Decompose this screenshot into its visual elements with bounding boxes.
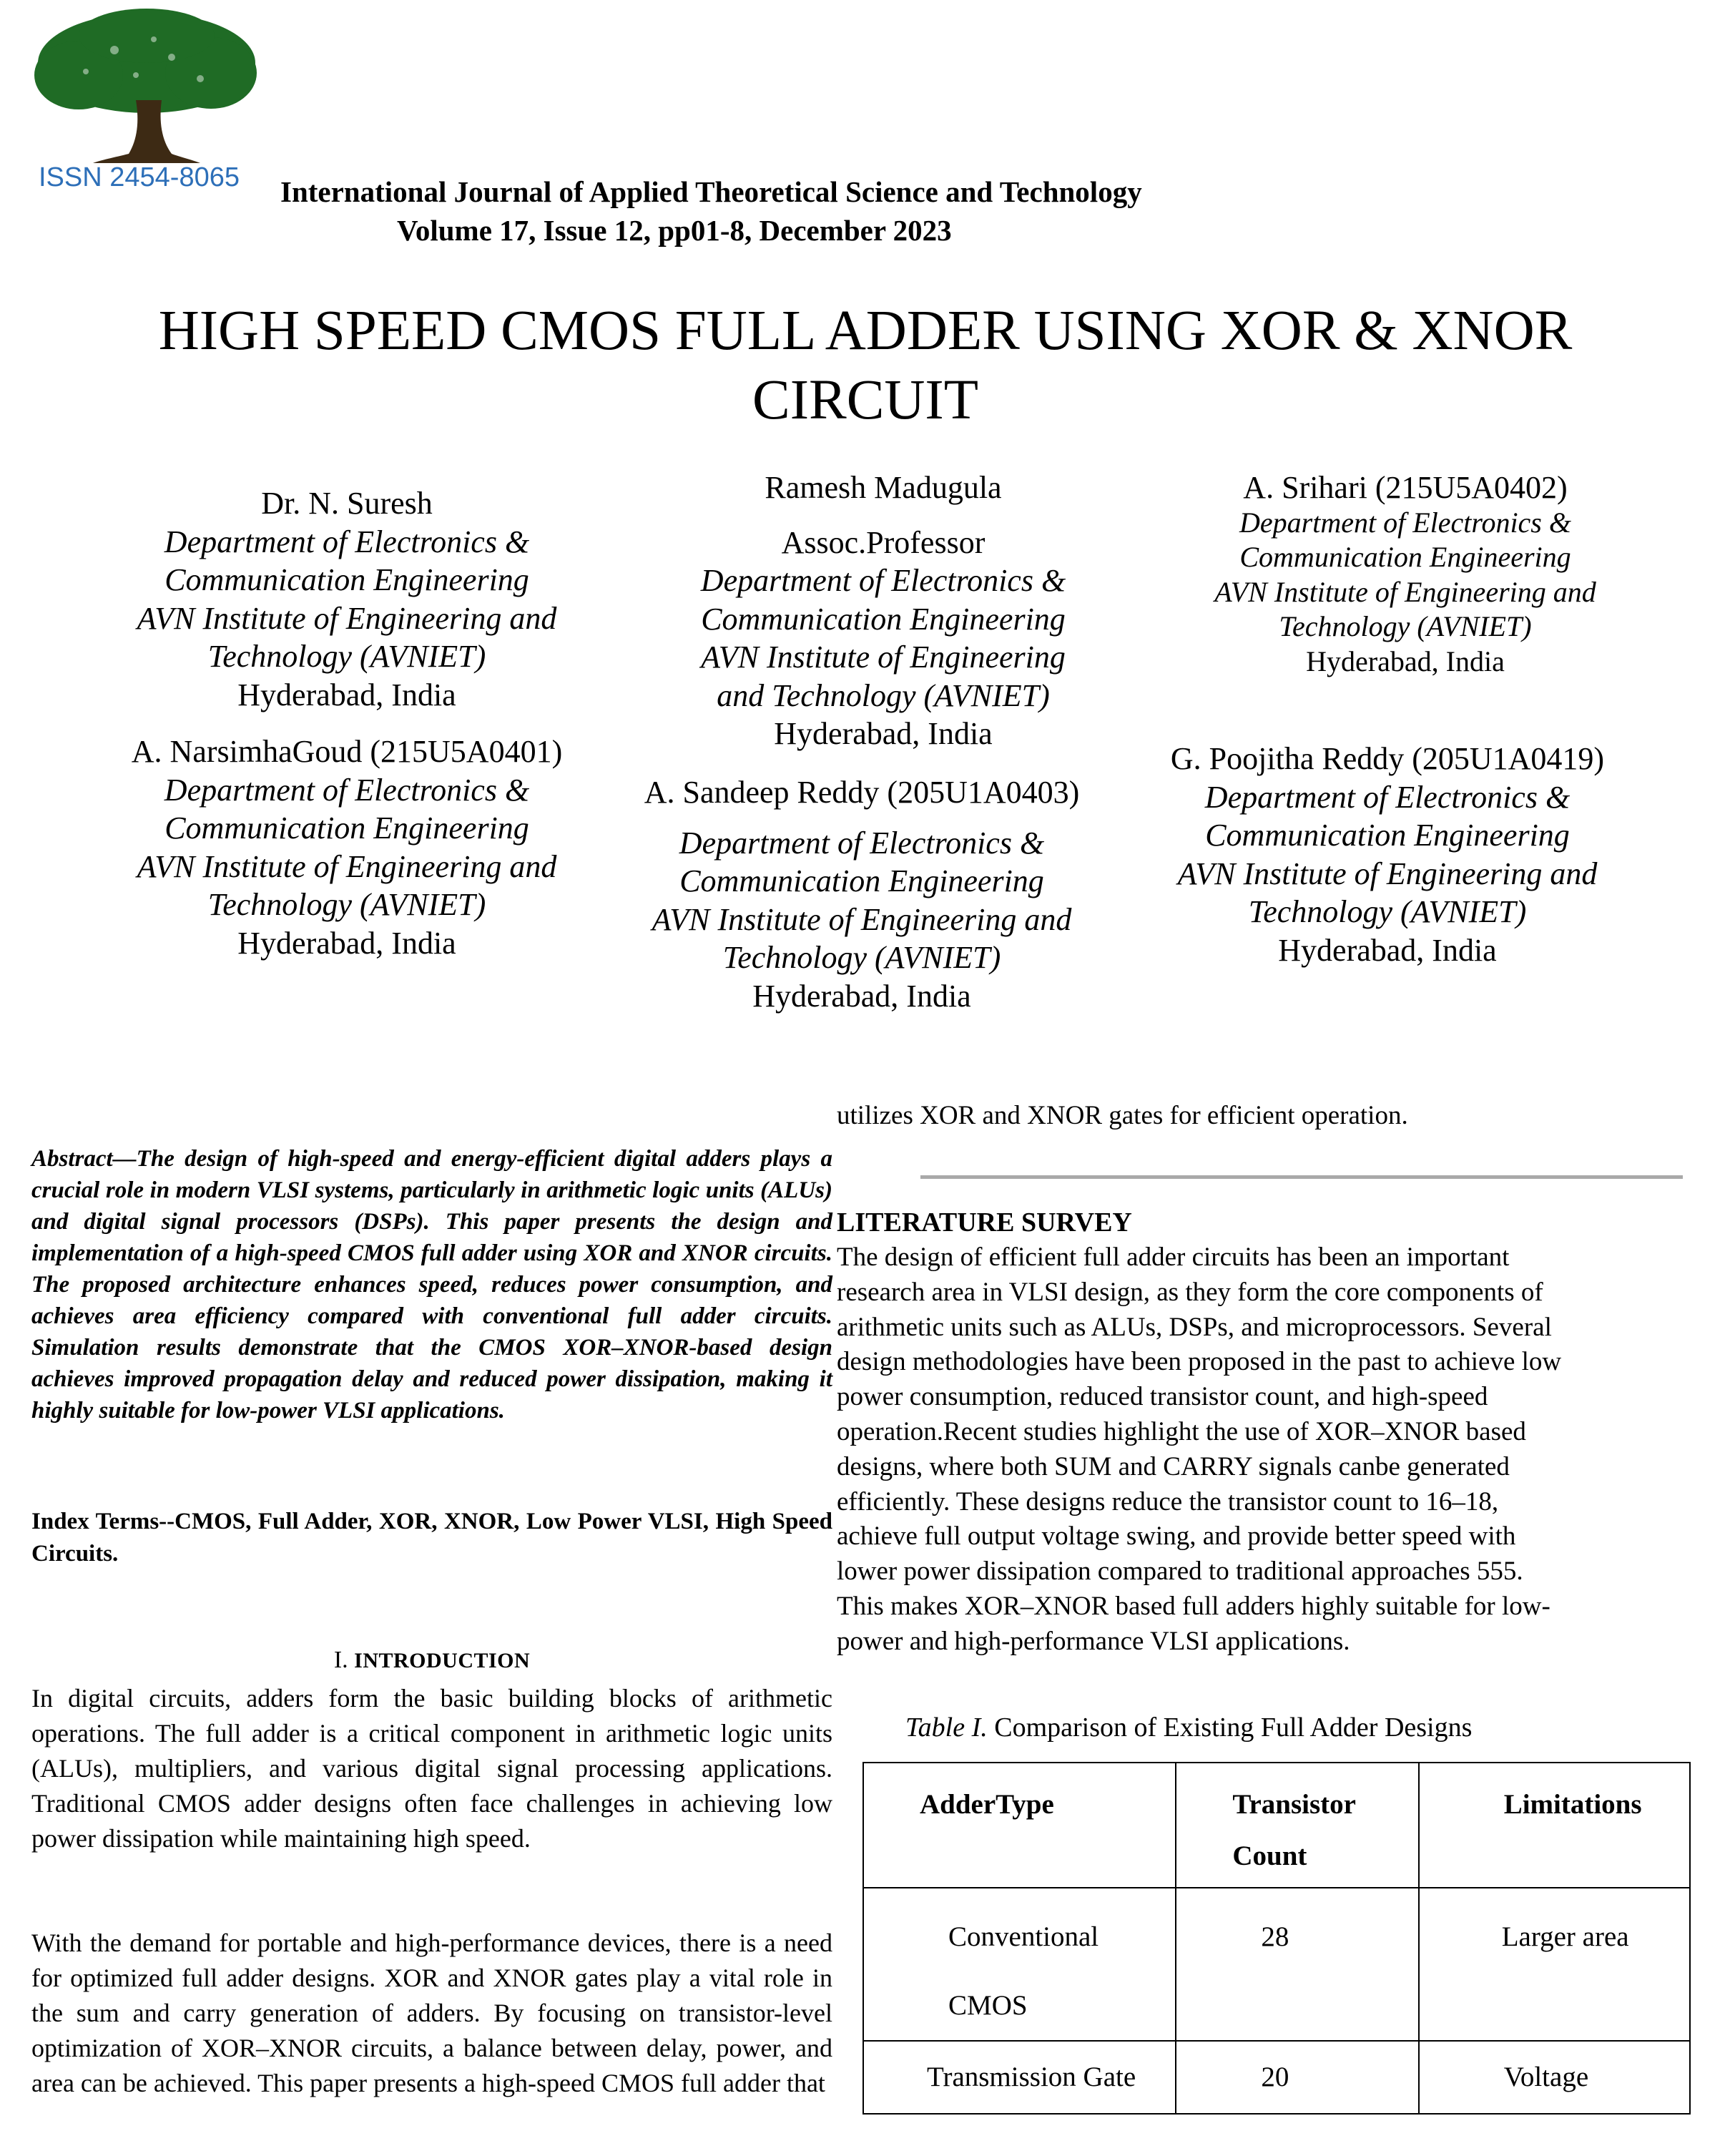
author-location: Hyderabad, India [1306, 645, 1505, 677]
literature-line: operation.Recent studies highlight the use of XOR–XNOR based [837, 1416, 1526, 1446]
tree-logo-icon [29, 7, 265, 190]
table-row [863, 2041, 1690, 2114]
table-header-cell: Limitations [1419, 1763, 1690, 1888]
journal-name: International Journal of Applied Theoretical Science and Technology [280, 175, 1142, 208]
issn-label: ISSN 2454-8065 [39, 162, 240, 190]
author-department: Communication Engineering [1205, 818, 1570, 853]
author-name: G. Poojitha Reddy (205U1A0419) [1170, 741, 1605, 776]
author-department: Department of Electronics & [164, 772, 530, 808]
index-terms: Index Terms--CMOS, Full Adder, XOR, XNOR, Low Power VLSI, High Speed Circuits. [31, 1509, 832, 1567]
literature-line: lower power dissipation compared to traditional approaches 555. [837, 1557, 1523, 1587]
intro-paragraph: In digital circuits, adders form the basic building blocks of arithmetic operations. The full adder is a critical component in arithmetic logic units (ALUs), multipliers, and various digital signal processing applications. Traditional CMOS adder designs often face challenges in achieving low power dissipation while maintaining high speed. [31, 1684, 832, 1853]
table-caption-text: Comparison of Existing Full Adder Designs [987, 1712, 1473, 1743]
author-department: Communication Engineering [679, 863, 1044, 898]
literature-line: design methodologies have been proposed in the past to achieve low [837, 1347, 1562, 1377]
comparison-table [862, 1762, 1691, 2115]
author-department: Department of Electronics & [1239, 506, 1571, 539]
author-institute: Technology (AVNIET) [207, 887, 486, 922]
section-heading-literature-survey: LITERATURE SURVEY [837, 1207, 1132, 1238]
author-block [1123, 471, 1688, 679]
table-cell: 20 [1176, 2041, 1418, 2114]
author-department: Communication Engineering [164, 562, 529, 597]
section-title: INTRODUCTION [354, 1649, 531, 1672]
table-cell: Larger area [1419, 1888, 1690, 2041]
author-name: Dr. N. Suresh [261, 486, 433, 521]
literature-line: This makes XOR–XNOR based full adders highly suitable for low- [837, 1591, 1550, 1621]
table-header-row [863, 1763, 1690, 1888]
literature-line: power and high-performance VLSI applications. [837, 1626, 1350, 1656]
author-department: Department of Electronics & [164, 524, 530, 559]
section-divider [920, 1175, 1683, 1179]
journal-logo [29, 7, 265, 190]
journal-volume: Volume 17, Issue 12, pp01-8, December 2023 [397, 214, 952, 247]
table-cell: Voltage [1419, 2041, 1690, 2114]
author-location: Hyderabad, India [1278, 932, 1497, 968]
author-institute: AVN Institute of Engineering and [1177, 856, 1598, 891]
author-institute: and Technology (AVNIET) [717, 677, 1050, 713]
table-header-cell: AdderType [863, 1763, 1176, 1888]
section-heading-introduction [31, 1647, 832, 1674]
literature-line: The design of efficient full adder circuits has been an important [837, 1243, 1510, 1272]
author-institute: Technology (AVNIET) [722, 940, 1001, 975]
intro-paragraph: With the demand for portable and high-performance devices, there is a need for optimized full adder designs. XOR and XNOR gates play a vital role in the sum and carry generation of adders. By focusing on transistor-level optimization of XOR–XNOR circuits, a balance between delay, power, and area can be achieved. This paper presents a high-speed CMOS full adder that [31, 1929, 832, 2097]
author-institute: AVN Institute of Engineering and [1214, 575, 1596, 608]
abstract: Abstract—The design of high-speed and energy-efficient digital adders plays a crucial role in modern VLSI systems, particularly in arithmetic logic units (ALUs) and digital signal processors (DSPs). This paper presents the design and implementation of a high-speed CMOS full adder using XOR and XNOR circuits. The proposed architecture enhances speed, reduces power consumption, and achieves area efficiency compared with conventional full adder circuits. Simulation results demonstrate that the CMOS XOR–XNOR-based design achieves improved propagation delay and reduced power dissipation, making it highly suitable for low-power VLSI applications. [31, 1146, 832, 1424]
author-institute: AVN Institute of Engineering and [137, 848, 557, 884]
author-institute: Technology (AVNIET) [207, 639, 486, 674]
table-cell: Conventional CMOS [863, 1888, 1176, 2041]
author-institute: AVN Institute of Engineering and [652, 901, 1072, 937]
table-row [863, 1888, 1690, 2041]
literature-survey-text [837, 1240, 1716, 1660]
table-cell: 28 [1176, 1888, 1418, 2041]
author-institute: AVN Institute of Engineering [701, 640, 1066, 675]
author-name: A. Srihari (215U5A0402) [1243, 470, 1568, 505]
author-location: Hyderabad, India [752, 978, 971, 1014]
author-location: Hyderabad, India [237, 925, 456, 961]
author-location: Hyderabad, India [237, 677, 456, 712]
table-caption-label: Table I. [905, 1712, 988, 1743]
table-cell: Transmission Gate [863, 2041, 1176, 2114]
author-institute: Technology (AVNIET) [1248, 894, 1527, 929]
author-block [1105, 740, 1670, 969]
author-block [608, 469, 1159, 753]
author-department: Department of Electronics & [700, 563, 1066, 598]
author-department: Department of Electronics & [679, 825, 1045, 861]
author-name: A. Sandeep Reddy (205U1A0403) [644, 775, 1080, 810]
author-department: Department of Electronics & [1204, 779, 1571, 815]
table-caption [905, 1712, 1472, 1743]
literature-line: achieve full output voltage swing, and provide better speed with [837, 1522, 1516, 1552]
literature-line: designs, where both SUM and CARRY signals canbe generated [837, 1451, 1510, 1481]
intro-continuation: utilizes XOR and XNOR gates for efficient operation. [837, 1101, 1408, 1130]
table-header-cell: Transistor Count [1176, 1763, 1418, 1888]
author-name: Ramesh Madugula [765, 470, 1002, 505]
literature-line: power consumption, reduced transistor count, and high-speed [837, 1382, 1488, 1412]
author-block [72, 732, 622, 962]
author-department: Communication Engineering [1239, 541, 1571, 573]
paper-title: HIGH SPEED CMOS FULL ADDER USING XOR & XNOR CIRCUIT [158, 300, 1573, 431]
literature-line: efficiently. These designs reduce the transistor count to 16–18, [837, 1486, 1499, 1516]
author-role: Assoc.Professor [781, 524, 986, 560]
literature-line: arithmetic units such as ALUs, DSPs, and microprocessors. Several [837, 1312, 1552, 1342]
author-location: Hyderabad, India [774, 716, 993, 751]
author-block [586, 773, 1137, 1015]
author-institute: AVN Institute of Engineering and [137, 600, 557, 636]
section-number: I. [333, 1647, 348, 1673]
literature-line: research area in VLSI design, as they form the core components of [837, 1277, 1543, 1307]
author-institute: Technology (AVNIET) [1279, 610, 1532, 642]
author-block [72, 484, 622, 714]
author-name: A. NarsimhaGoud (215U5A0401) [131, 734, 563, 769]
author-department: Communication Engineering [164, 810, 529, 846]
author-department: Communication Engineering [701, 601, 1066, 637]
